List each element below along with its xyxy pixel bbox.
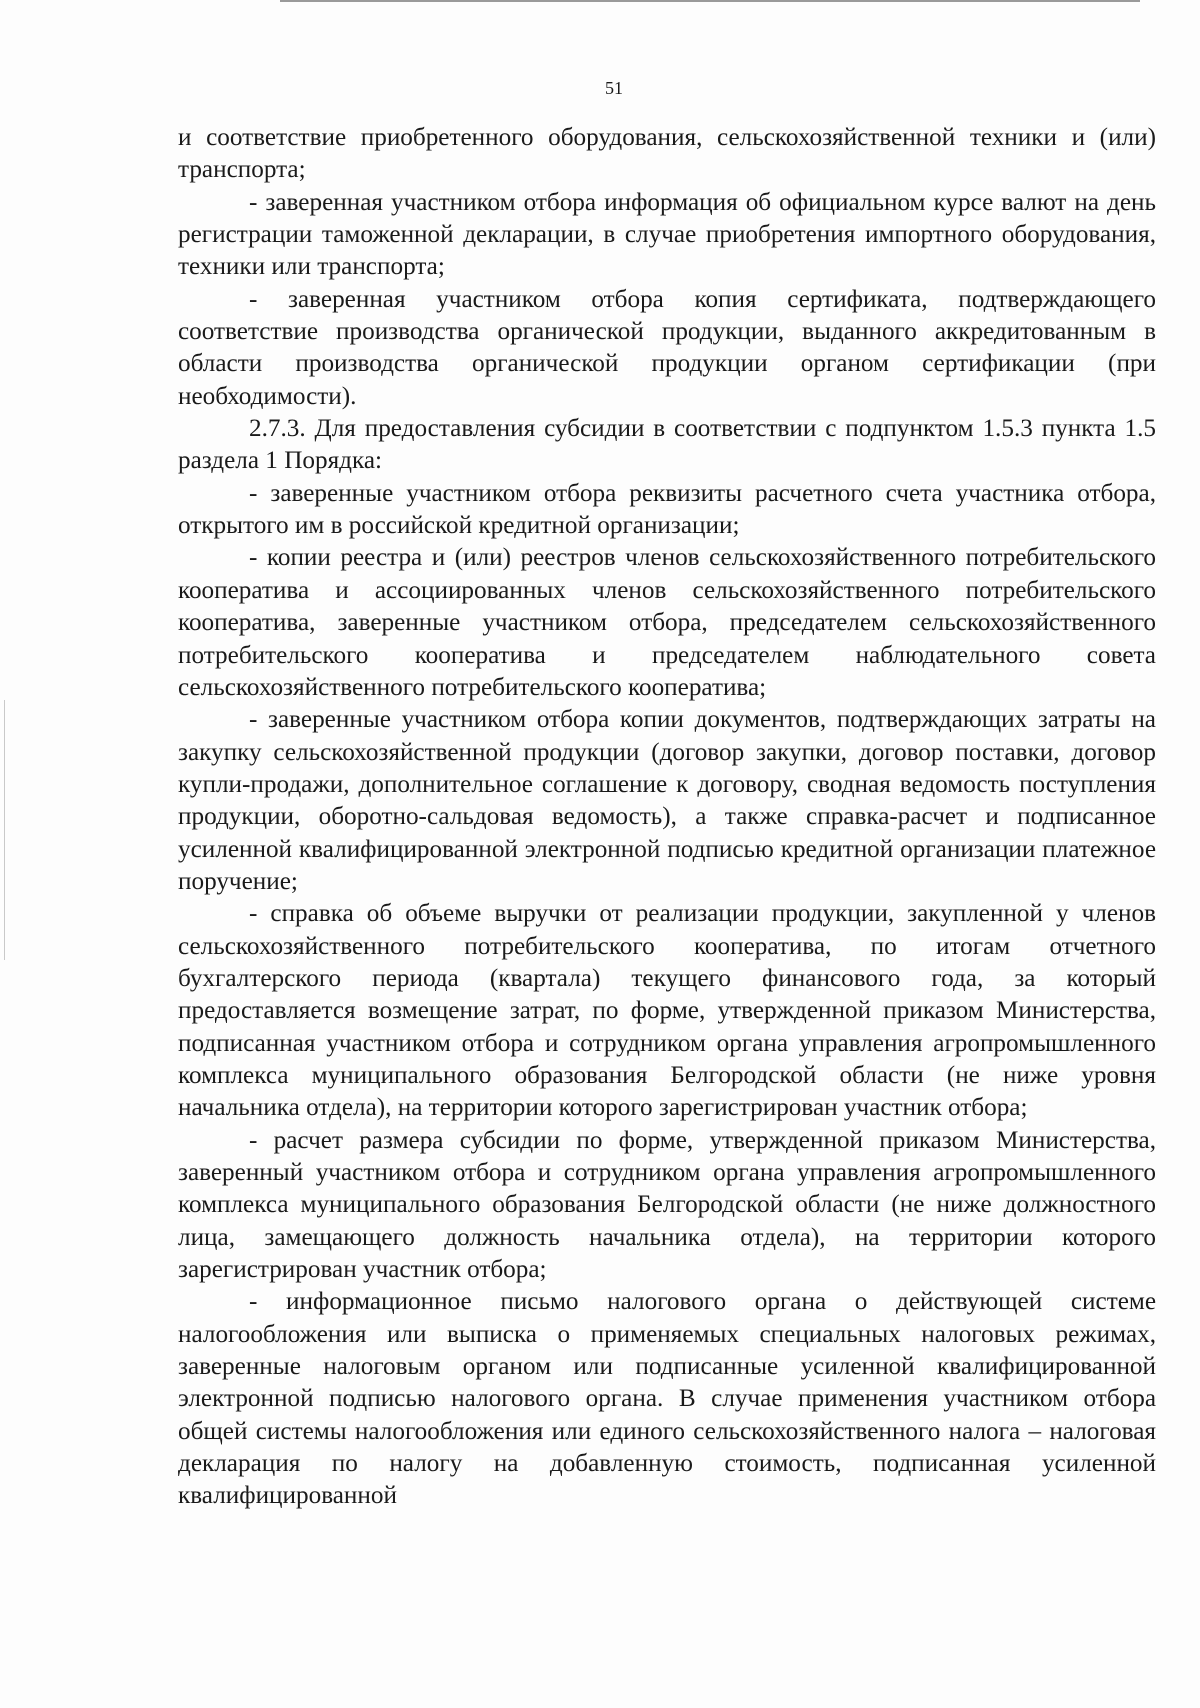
paragraph: - заверенные участником отбора копии документов, подтверждающих затраты на закупку сельскохозяйственной продукции (договор закупки, договор поставки, договор купли-продажи, дополнительное соглашение к договору, сводная ведомость поступления продукции, оборотно-сальдовая ведомость), а также справка-расчет и подписанное усиленной квалифицированной электронной подписью кредитной организации платежное поручение; [178,706,1156,895]
paragraph: - копии реестра и (или) реестров членов сельскохозяйственного потребительского кооператива и ассоциированных членов сельскохозяйственного потребительского кооператива, заверенные участником отбора, председателем сельскохозяйственного потребительского кооператива и председателем наблюдательного совета сельскохозяйственного потребительского кооператива; [178,544,1156,701]
paragraph: - расчет размера субсидии по форме, утвержденной приказом Министерства, заверенный участником отбора и сотрудником органа управления агропромышленного комплекса муниципального образования Белгородской области (не ниже должностного лица, замещающего должность начальника отдела), на территории которого зарегистрирован участник отбора; [178,1126,1156,1284]
page-number: 51 [605,78,623,98]
document-body [178,122,1156,1513]
paragraph: - заверенные участником отбора реквизиты расчетного счета участника отбора, открытого им в российской кредитной организации; [178,479,1156,540]
paragraph: и соответствие приобретенного оборудования, сельскохозяйственной техники и (или) транспорта; [178,124,1156,184]
paragraph: - заверенная участником отбора копия сертификата, подтверждающего соответствие производства органической продукции, выданного аккредитованным в области производства органической продукции органом сертификации (при необходимости). [178,285,1156,410]
scan-edge-top [280,0,1140,2]
scan-edge-left [4,700,5,960]
paragraph: - заверенная участником отбора информация об официальном курсе валют на день регистрации таможенной декларации, в случае приобретения импортного оборудования, техники или транспорта; [178,188,1156,281]
paragraph: 2.7.3. Для предоставления субсидии в соответствии с подпунктом 1.5.3 пункта 1.5 раздела 1 Порядка: [178,415,1156,475]
paragraph: - информационное письмо налогового органа о действующей системе налогообложения или выписка о применяемых специальных налоговых режимах, заверенные налоговым органом или подписанные усиленной квалифицированной электронной подписью налогового органа. В случае применения участником отбора общей системы налогообложения или единого сельскохозяйственного налога – налоговая декларация по налогу на добавленную стоимость, подписанная усиленной квалифицированной [178,1288,1156,1510]
paragraph: - справка об объеме выручки от реализации продукции, закупленной у членов сельскохозяйственного потребительского кооператива, по итогам отчетного бухгалтерского периода (квартала) текущего финансового года, за который предоставляется возмещение затрат, по форме, утвержденной приказом Министерства, подписанная участником отбора и сотрудником органа управления агропромышленного комплекса муниципального образования Белгородской области (не ниже уровня начальника отдела), на территории которого зарегистрирован участник отбора; [178,900,1156,1122]
